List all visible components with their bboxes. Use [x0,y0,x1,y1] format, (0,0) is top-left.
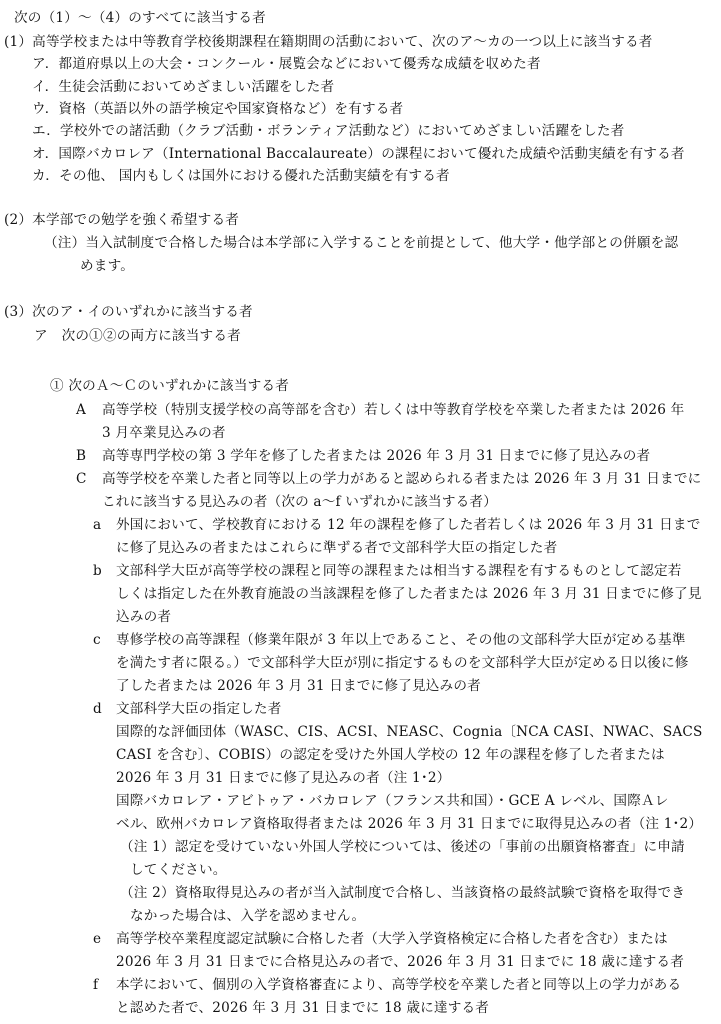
item-a-line-1: 外国において、学校教育における 12 年の課程を修了した者若しくは 2026 年 3 月 31 日まで [116,517,701,533]
section-2-heading: (2）本学部での勉学を強く希望する者 [4,212,240,228]
item-e-line-2: 2026 年 3 月 31 日までに合格見込みの者で、2026 年 3 月 31 日までに 18 歳に達する者 [116,954,684,970]
item-d-line-5: 国際バカロレア・アビトゥア・バカロレア（フランス共和国）・GCE A レベル、国際Ａレ [116,793,669,809]
item-B-line-1: 高等専門学校の第 3 学年を修了した者または 2026 年 3 月 31 日までに修了見込みの者 [102,448,651,464]
item-C-line-1: 高等学校を卒業した者と同等以上の学力があると認められる者または 2026 年 3 月 31 日までに [102,471,702,487]
item-d-note-1-line-1: （注 1）認定を受けていない外国人学校については、後述の「事前の出願資格審査」に申請 [120,839,685,855]
item-C-marker: C [76,471,87,487]
section-1-item-ka: カ．その他、 国内もしくは国外における優れた活動実績を有する者 [32,168,450,184]
section-1-item-u: ウ．資格（英語以外の語学検定や国家資格など）を有する者 [32,101,404,117]
item-C-line-2: これに該当する見込みの者（次の a～f いずれかに該当する者） [102,494,498,510]
item-d-line-2: 国際的な評価団体（WASC、CIS、ACSI、NEASC、Cognia〔NCA CASI、NWAC、SACS [116,724,703,740]
item-b-marker: b [93,563,102,579]
item-b-line-1: 文部科学大臣が高等学校の課程と同等の課程または相当する課程を有するものとして認定若 [116,563,682,579]
section-2-note-line-1: （注）当入試制度で合格した場合は本学部に入学することを前提として、他大学・他学部との併願を認 [44,235,679,251]
item-b-line-3: 込みの者 [116,609,172,625]
intro-line: 次の（1）～（4）のすべてに該当する者 [14,10,266,26]
section-3-a-heading: ア 次の①②の両方に該当する者 [34,328,241,344]
item-d-line-3: CASI を含む〕、COBIS）の認定を受けた外国人学校の 12 年の課程を修了した者または [116,747,665,763]
section-3-heading: (3）次のア・イのいずれかに該当する者 [4,304,253,320]
section-2-note-line-2: めます。 [80,258,135,274]
section-1-item-a: ア．都道府県以上の大会・コンクール・展覧会などにおいて優秀な成績を収めた者 [32,56,541,72]
section-1-heading: (1）高等学校または中等教育学校後期課程在籍期間の活動において、次のア～カの一つ以上に該当する者 [4,34,653,50]
item-d-line-6: ベル、欧州バカロレア資格取得者または 2026 年 3 月 31 日までに取得見込みの者（注 1･2） [116,816,703,832]
condition-1-heading: ① 次のＡ～Ｃのいずれかに該当する者 [50,378,290,394]
item-B-marker: B [76,448,86,464]
item-e-marker: e [93,931,102,947]
item-A-line-2: 3 月卒業見込みの者 [102,425,226,441]
item-e-line-1: 高等学校卒業程度認定試験に合格した者（大学入学資格検定に合格した者を含む）または [116,931,668,947]
item-c-line-3: 了した者または 2026 年 3 月 31 日までに修了見込みの者 [116,678,481,694]
item-c-line-2: を満たす者に限る。）で文部科学大臣が別に指定するものを文部科学大臣が定める日以後に修 [116,655,689,671]
section-1-item-o: オ．国際バカロレア（International Baccalaureate）の課程において優れた成績や活動実績を有する者 [32,146,685,162]
section-1-item-i: イ．生徒会活動においてめざましい活躍をした者 [32,79,335,95]
item-f-line-2: と認めた者で、2026 年 3 月 31 日までに 18 歳に達する者 [116,1000,490,1016]
item-d-marker: d [93,701,102,717]
item-f-line-1: 本学において、個別の入学資格審査により、高等学校を卒業した者と同等以上の学力がある [116,977,682,993]
item-f-marker: f [93,977,99,993]
item-d-line-4: 2026 年 3 月 31 日までに修了見込みの者（注 1･2） [116,770,451,786]
section-1-item-e: エ．学校外での諸活動（クラブ活動・ボランティア活動など）においてめざましい活躍をした者 [32,123,625,139]
item-A-line-1: 高等学校（特別支援学校の高等部を含む）若しくは中等教育学校を卒業した者または 2026 年 [102,402,685,418]
item-A-marker: A [76,402,86,418]
item-d-line-1: 文部科学大臣の指定した者 [116,701,282,717]
item-c-line-1: 専修学校の高等課程（修業年限が 3 年以上であること、その他の文部科学大臣が定める基準 [116,632,686,648]
item-a-marker: a [93,517,102,533]
item-d-note-2-line-2: なかった場合は、入学を認めません。 [130,908,366,924]
item-c-marker: c [93,632,101,648]
item-b-line-2: しくは指定した在外教育施設の当該課程を修了した者または 2026 年 3 月 31 日までに修了見 [116,586,702,602]
item-d-note-2-line-1: （注 2）資格取得見込みの者が当入試制度で合格し、当該資格の最終試験で資格を取得でき [120,885,686,901]
item-d-note-1-line-2: してください。 [130,862,227,878]
item-a-line-2: に修了見込みの者またはこれらに準ずる者で文部科学大臣の指定した者 [116,540,558,556]
